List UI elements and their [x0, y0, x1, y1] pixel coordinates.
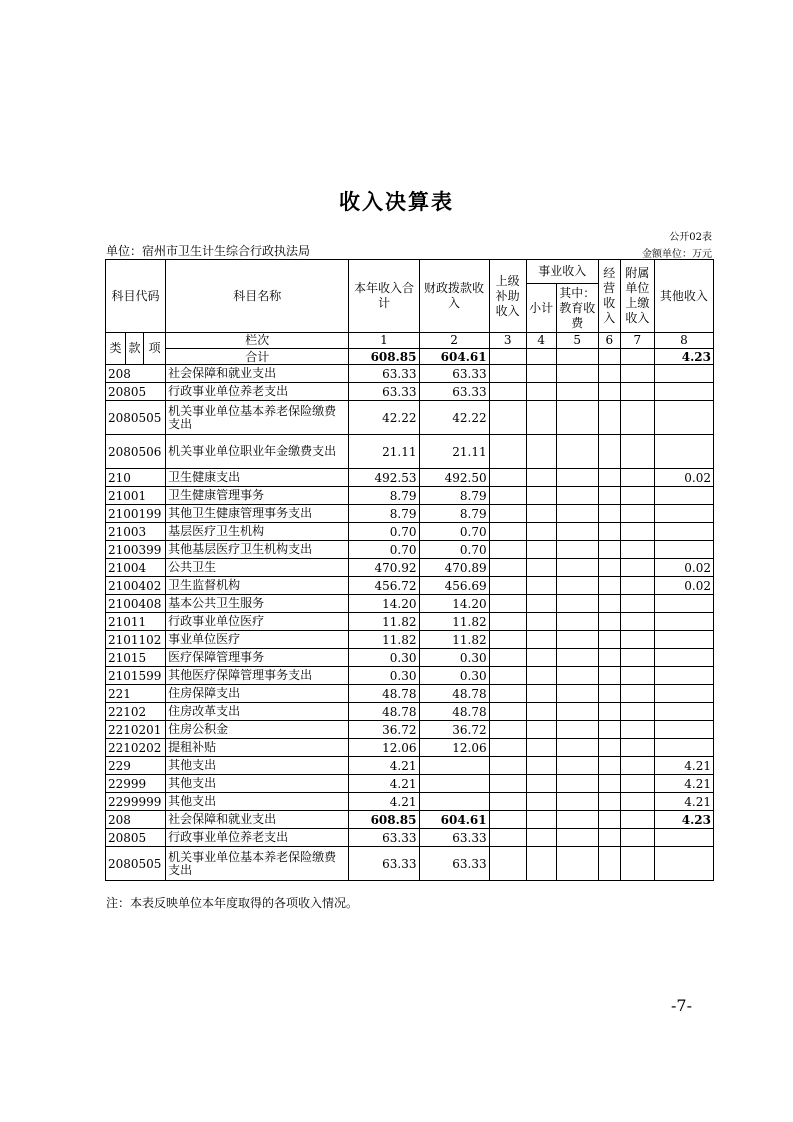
header-name: 科目名称	[166, 260, 349, 333]
row-code: 20805	[106, 383, 166, 401]
row-code: 21001	[106, 487, 166, 505]
row-c2: 0.30	[419, 667, 489, 685]
row-c2: 48.78	[419, 685, 489, 703]
row-c8	[654, 721, 713, 739]
row-name: 住房保障支出	[166, 685, 349, 703]
table-row	[106, 793, 714, 811]
row-name: 其他卫生健康管理事务支出	[166, 505, 349, 523]
row-name: 卫生健康管理事务	[166, 487, 349, 505]
row-c1: 11.82	[349, 613, 419, 631]
header-c8: 其他收入	[654, 260, 713, 333]
row-name: 提租补贴	[166, 739, 349, 757]
row-c1: 14.20	[349, 595, 419, 613]
row-code: 2100199	[106, 505, 166, 523]
row-c1: 608.85	[349, 811, 419, 829]
row-code: 2100399	[106, 541, 166, 559]
row-c2	[419, 775, 489, 793]
row-c8: 4.21	[654, 757, 713, 775]
row-code: 2210201	[106, 721, 166, 739]
row-c8: 0.02	[654, 469, 713, 487]
row-c8: 0.02	[654, 577, 713, 595]
row-c8: 4.21	[654, 775, 713, 793]
col-no-6: 6	[598, 333, 620, 349]
row-name: 其他支出	[166, 757, 349, 775]
row-c2: 36.72	[419, 721, 489, 739]
table-row	[106, 595, 714, 613]
row-code: 20805	[106, 829, 166, 847]
row-code: 2100402	[106, 577, 166, 595]
row-name: 事业单位医疗	[166, 631, 349, 649]
row-c1: 42.22	[349, 401, 419, 435]
row-c2: 604.61	[419, 811, 489, 829]
row-c2: 63.33	[419, 847, 489, 881]
page-number: -7-	[671, 996, 692, 1015]
row-c8	[654, 383, 713, 401]
row-c8	[654, 649, 713, 667]
row-c1: 4.21	[349, 793, 419, 811]
row-code: 22999	[106, 775, 166, 793]
row-c1: 8.79	[349, 487, 419, 505]
total-label: 合计	[166, 349, 349, 365]
table-row	[106, 757, 714, 775]
table-row	[106, 541, 714, 559]
row-c8	[654, 401, 713, 435]
row-c1: 0.30	[349, 649, 419, 667]
row-c8	[654, 703, 713, 721]
row-c2: 8.79	[419, 487, 489, 505]
row-c2: 0.70	[419, 523, 489, 541]
row-name: 基本公共卫生服务	[166, 595, 349, 613]
row-c8	[654, 541, 713, 559]
row-c8	[654, 631, 713, 649]
table-row	[106, 505, 714, 523]
row-name: 公共卫生	[166, 559, 349, 577]
header-lanci: 栏次	[166, 333, 349, 349]
row-c2: 12.06	[419, 739, 489, 757]
row-c2: 63.33	[419, 829, 489, 847]
row-c1: 11.82	[349, 631, 419, 649]
header-kuan: 款	[126, 333, 144, 365]
table-row	[106, 649, 714, 667]
form-number: 公开02表	[669, 232, 712, 243]
table-row	[106, 435, 714, 469]
row-c8	[654, 435, 713, 469]
header-c4: 小计	[526, 284, 556, 333]
header-c3: 上级补助收入	[489, 260, 526, 333]
row-code: 2101102	[106, 631, 166, 649]
row-name: 医疗保障管理事务	[166, 649, 349, 667]
row-c1: 8.79	[349, 505, 419, 523]
header-xiang: 项	[144, 333, 166, 365]
table-row	[106, 559, 714, 577]
table-row	[106, 577, 714, 595]
table-row	[106, 703, 714, 721]
header-c1: 本年收入合计	[349, 260, 419, 333]
row-c1: 63.33	[349, 829, 419, 847]
col-no-2: 2	[419, 333, 489, 349]
table-row	[106, 685, 714, 703]
table-row	[106, 523, 714, 541]
total-row	[106, 349, 714, 365]
row-name: 其他医疗保障管理事务支出	[166, 667, 349, 685]
row-c2	[419, 793, 489, 811]
row-code: 229	[106, 757, 166, 775]
row-name: 机关事业单位职业年金缴费支出	[166, 435, 349, 469]
table-note: 注：本表反映单位本年度取得的各项收入情况。	[106, 896, 359, 910]
row-c8	[654, 685, 713, 703]
row-c1: 36.72	[349, 721, 419, 739]
row-code: 208	[106, 365, 166, 383]
table-row	[106, 613, 714, 631]
row-code: 21003	[106, 523, 166, 541]
row-name: 其他基层医疗卫生机构支出	[166, 541, 349, 559]
row-name: 基层医疗卫生机构	[166, 523, 349, 541]
row-c2: 48.78	[419, 703, 489, 721]
row-c2: 456.69	[419, 577, 489, 595]
table-row	[106, 631, 714, 649]
row-code: 21011	[106, 613, 166, 631]
col-no-4: 4	[526, 333, 556, 349]
row-c8: 0.02	[654, 559, 713, 577]
row-c2: 21.11	[419, 435, 489, 469]
row-c1: 470.92	[349, 559, 419, 577]
col-no-1: 1	[349, 333, 419, 349]
row-c8	[654, 613, 713, 631]
table-row	[106, 829, 714, 847]
row-code: 2080505	[106, 401, 166, 435]
row-name: 机关事业单位基本养老保险缴费支出	[166, 401, 349, 435]
row-c1: 456.72	[349, 577, 419, 595]
row-name: 其他支出	[166, 775, 349, 793]
row-c2: 8.79	[419, 505, 489, 523]
row-c2: 11.82	[419, 631, 489, 649]
row-c1: 63.33	[349, 383, 419, 401]
row-c8	[654, 829, 713, 847]
row-name: 住房改革支出	[166, 703, 349, 721]
col-no-5: 5	[556, 333, 598, 349]
table-row	[106, 469, 714, 487]
row-code: 2101599	[106, 667, 166, 685]
row-c8	[654, 523, 713, 541]
row-code: 2080506	[106, 435, 166, 469]
table-row	[106, 811, 714, 829]
row-c1: 48.78	[349, 685, 419, 703]
header-lei: 类	[106, 333, 126, 365]
row-c2: 11.82	[419, 613, 489, 631]
table-row	[106, 739, 714, 757]
row-code: 210	[106, 469, 166, 487]
row-c2	[419, 757, 489, 775]
col-no-8: 8	[654, 333, 713, 349]
row-c1: 21.11	[349, 435, 419, 469]
income-table	[105, 259, 714, 881]
unit-label: 单位：宿州市卫生计生综合行政执法局	[106, 244, 311, 258]
row-name: 社会保障和就业支出	[166, 811, 349, 829]
header-shiye: 事业收入	[526, 260, 598, 284]
total-c2: 604.61	[419, 349, 489, 365]
col-no-3: 3	[489, 333, 526, 349]
row-c8	[654, 505, 713, 523]
row-c2: 42.22	[419, 401, 489, 435]
table-row	[106, 775, 714, 793]
row-c2: 63.33	[419, 365, 489, 383]
row-c2: 470.89	[419, 559, 489, 577]
row-c2: 14.20	[419, 595, 489, 613]
header-c5: 其中：教育收费	[556, 284, 598, 333]
amount-unit: 金额单位：万元	[642, 249, 712, 260]
row-code: 2210202	[106, 739, 166, 757]
header-code: 科目代码	[106, 260, 166, 333]
row-c8: 4.23	[654, 811, 713, 829]
row-code: 221	[106, 685, 166, 703]
row-c2: 0.70	[419, 541, 489, 559]
row-c1: 0.70	[349, 541, 419, 559]
row-code: 22102	[106, 703, 166, 721]
row-c1: 0.70	[349, 523, 419, 541]
row-code: 208	[106, 811, 166, 829]
row-c1: 63.33	[349, 847, 419, 881]
table-row	[106, 487, 714, 505]
row-c1: 12.06	[349, 739, 419, 757]
table-row	[106, 721, 714, 739]
table-row	[106, 365, 714, 383]
header-c6: 经营收入	[598, 260, 620, 333]
row-name: 卫生健康支出	[166, 469, 349, 487]
row-code: 2100408	[106, 595, 166, 613]
row-code: 2080505	[106, 847, 166, 881]
row-name: 其他支出	[166, 793, 349, 811]
row-c2: 492.50	[419, 469, 489, 487]
table-row	[106, 667, 714, 685]
row-name: 卫生监督机构	[166, 577, 349, 595]
row-name: 社会保障和就业支出	[166, 365, 349, 383]
row-c2: 63.33	[419, 383, 489, 401]
header-c7: 附属单位上缴收入	[620, 260, 654, 333]
row-c8	[654, 667, 713, 685]
header-c2: 财政拨款收入	[419, 260, 489, 333]
table-row	[106, 401, 714, 435]
row-name: 机关事业单位基本养老保险缴费支出	[166, 847, 349, 881]
row-name: 行政事业单位养老支出	[166, 829, 349, 847]
row-name: 行政事业单位养老支出	[166, 383, 349, 401]
total-c1: 608.85	[349, 349, 419, 365]
row-c1: 4.21	[349, 775, 419, 793]
row-c1: 48.78	[349, 703, 419, 721]
page-title: 收入决算表	[339, 189, 454, 214]
row-c8	[654, 595, 713, 613]
row-c2: 0.30	[419, 649, 489, 667]
row-c8: 4.21	[654, 793, 713, 811]
row-c8	[654, 847, 713, 881]
row-code: 21004	[106, 559, 166, 577]
row-code: 2299999	[106, 793, 166, 811]
row-name: 行政事业单位医疗	[166, 613, 349, 631]
total-c8: 4.23	[654, 349, 713, 365]
row-c8	[654, 487, 713, 505]
table-row	[106, 383, 714, 401]
row-name: 住房公积金	[166, 721, 349, 739]
table-row	[106, 847, 714, 881]
row-c1: 63.33	[349, 365, 419, 383]
row-c1: 492.53	[349, 469, 419, 487]
row-c8	[654, 739, 713, 757]
row-c1: 0.30	[349, 667, 419, 685]
row-c1: 4.21	[349, 757, 419, 775]
col-no-7: 7	[620, 333, 654, 349]
row-code: 21015	[106, 649, 166, 667]
row-c8	[654, 365, 713, 383]
